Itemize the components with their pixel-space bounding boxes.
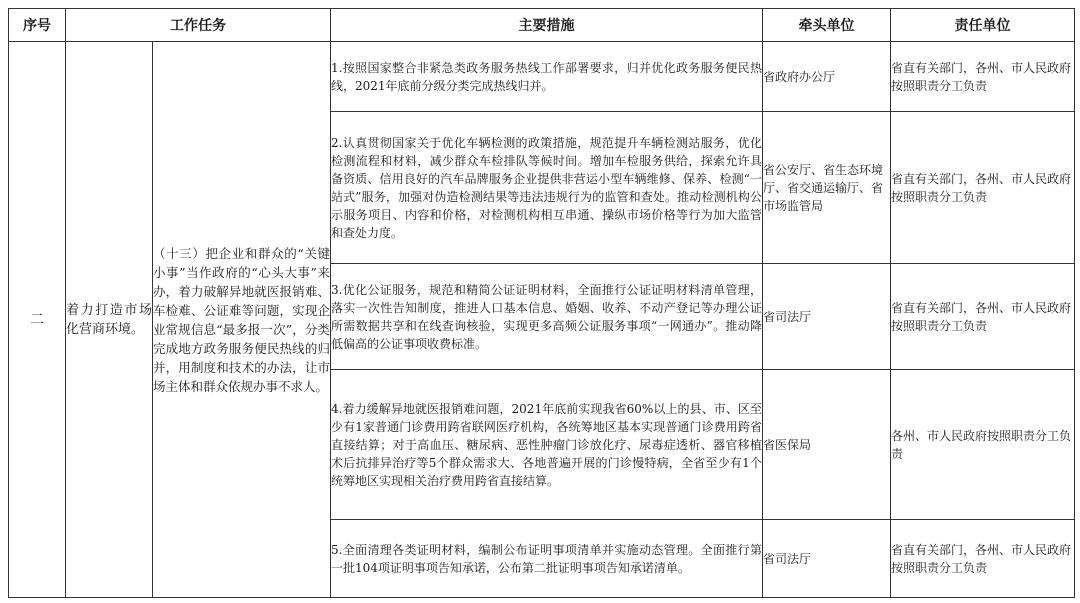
- header-measure: 主要措施: [331, 9, 763, 42]
- resp-cell: 省直有关部门，各州、市人民政府按照职责分工负责: [891, 520, 1075, 598]
- lead-cell: 省政府办公厅: [763, 42, 891, 112]
- measure-cell: 1.按照国家整合非紧急类政务服务热线工作部署要求，归并优化政务服务便民热线，2021年底前分级分类完成热线归并。: [331, 42, 763, 112]
- measure-cell: 5.全面清理各类证明材料，编制公布证明事项清单并实施动态管理。全面推行第一批104项证明事项告知承诺，公布第二批证明事项告知承诺清单。: [331, 520, 763, 598]
- header-lead: 牵头单位: [763, 9, 891, 42]
- task-main: 着力打造市场化营商环境。: [66, 42, 153, 598]
- measure-cell: 2.认真贯彻国家关于优化车辆检测的政策措施，规范提升车辆检测站服务，优化检测流程和材料，减少群众车检排队等候时间。增加车检服务供给，探索允许具备资质、信用良好的汽车品牌服务企业提供非营运小型车辆维修、保养、检测“一站式”服务，加强对伪造检测结果等违法违规行为的监管和查处。推动检测机构公示服务项目、内容和价格，对检测机构相互串通、操纵市场价格等行为加大监管和查处力度。: [331, 112, 763, 264]
- header-task: 工作任务: [66, 9, 331, 42]
- header-resp: 责任单位: [891, 9, 1075, 42]
- lead-cell: 省司法厅: [763, 520, 891, 598]
- task-table: [8, 8, 1075, 598]
- header-no: 序号: [9, 9, 66, 42]
- task-sub: （十三）把企业和群众的“关键小事”当作政府的“心头大事”来办，着力破解异地就医报销难、车检难、公证难等问题，实现企业常规信息“最多报一次”，分类完成地方政务服务便民热线的归并，用制度和技术的办法，让市场主体和群众依规办事不求人。: [153, 42, 331, 598]
- measure-cell: 4.着力缓解异地就医报销难问题，2021年底前实现我省60%以上的县、市、区至少有1家普通门诊费用跨省联网医疗机构，各统筹地区基本实现普通门诊费用跨省直接结算；对于高血压、糖尿病、恶性肿瘤门诊放化疗、尿毒症透析、器官移植术后抗排异治疗等5个群众需求大、各地普遍开展的门诊慢特病，全省至少有1个统筹地区实现相关治疗费用跨省直接结算。: [331, 370, 763, 520]
- lead-cell: 省司法厅: [763, 264, 891, 370]
- resp-cell: 省直有关部门，各州、市人民政府按照职责分工负责: [891, 264, 1075, 370]
- lead-cell: 省公安厅、省生态环境厅、省交通运输厅、省市场监管局: [763, 112, 891, 264]
- resp-cell: 省直有关部门，各州、市人民政府按照职责分工负责: [891, 112, 1075, 264]
- lead-cell: 省医保局: [763, 370, 891, 520]
- resp-cell: 省直有关部门，各州、市人民政府按照职责分工负责: [891, 42, 1075, 112]
- measure-cell: 3.优化公证服务，规范和精简公证证明材料，全面推行公证证明材料清单管理，落实一次性告知制度，推进人口基本信息、婚姻、收养、不动产登记等办理公证所需数据共享和在线查询核验，实现更多高频公证服务事项“一网通办”。推动降低偏高的公证事项收费标准。: [331, 264, 763, 370]
- group-number: 二: [9, 42, 66, 598]
- header-row: [9, 9, 1075, 42]
- resp-cell: 各州、市人民政府按照职责分工负责: [891, 370, 1075, 520]
- table-row: [9, 42, 1075, 112]
